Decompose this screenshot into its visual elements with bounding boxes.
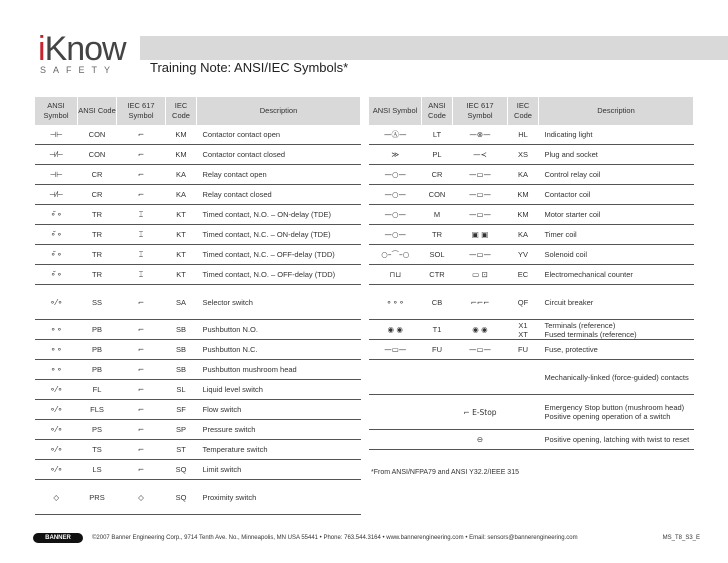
ansi-code-cell: LS: [78, 460, 117, 480]
header-ansi-code: ANSI Code: [422, 97, 453, 125]
header-iec-code: IEC Code: [508, 97, 539, 125]
iec-symbol-cell: ⌶: [117, 265, 166, 285]
description-cell: Timed contact, N.C. – OFF-delay (TDD): [197, 245, 361, 265]
ansi-symbol-cell: ⊣⁄⊢: [35, 185, 78, 205]
ansi-symbol-cell: ⊣⊢: [35, 125, 78, 145]
right-symbol-table: [369, 97, 694, 450]
ansi-code-cell: TS: [78, 440, 117, 460]
description-cell: Plug and socket: [539, 145, 694, 165]
iec-code-cell: [508, 360, 539, 395]
header-description: Description: [539, 97, 694, 125]
table-row: [369, 285, 694, 320]
iec-code-cell: SP: [166, 420, 197, 440]
ansi-code-cell: CON: [422, 185, 453, 205]
header-description: Description: [197, 97, 361, 125]
table-row: [35, 165, 361, 185]
description-cell: Pressure switch: [197, 420, 361, 440]
description-cell: Timed contact, N.O. – OFF-delay (TDD): [197, 265, 361, 285]
table-row: [369, 125, 694, 145]
iec-symbol-cell: ▭ ⊡: [453, 265, 508, 285]
description-cell: Contactor coil: [539, 185, 694, 205]
table-header-row: [35, 97, 361, 125]
iec-symbol-cell: ⌐: [117, 185, 166, 205]
description-cell: Pushbutton N.C.: [197, 340, 361, 360]
ansi-code-cell: PB: [78, 320, 117, 340]
table-row: [35, 205, 361, 225]
ansi-code-cell: [422, 430, 453, 450]
ansi-symbol-cell: [369, 395, 422, 430]
table-row: [35, 460, 361, 480]
logo: [38, 30, 126, 69]
ansi-symbol-cell: ⚬⚬: [35, 360, 78, 380]
iec-code-cell: KT: [166, 265, 197, 285]
ansi-symbol-cell: ⊓⊔: [369, 265, 422, 285]
table-row: [35, 125, 361, 145]
description-cell: Liquid level switch: [197, 380, 361, 400]
title-bar: [140, 36, 728, 60]
iec-symbol-cell: ⌐: [117, 440, 166, 460]
iec-code-cell: SB: [166, 320, 197, 340]
iec-code-cell: KM: [508, 205, 539, 225]
iec-symbol-cell: ⌐: [117, 380, 166, 400]
ansi-code-cell: FU: [422, 340, 453, 360]
ansi-symbol-cell: —▭—: [369, 340, 422, 360]
description-cell: Selector switch: [197, 285, 361, 320]
description-cell: Solenoid coil: [539, 245, 694, 265]
iec-symbol-cell: ⌐: [117, 340, 166, 360]
ansi-code-cell: [422, 360, 453, 395]
description-cell: Circuit breaker: [539, 285, 694, 320]
iec-symbol-cell: ◇: [117, 480, 166, 515]
iec-code-cell: KM: [166, 145, 197, 165]
iec-code-cell: KT: [166, 245, 197, 265]
ansi-symbol-cell: [369, 430, 422, 450]
iec-code-cell: KM: [166, 125, 197, 145]
iec-code-cell: KM: [508, 185, 539, 205]
description-cell: Electromechanical counter: [539, 265, 694, 285]
description-cell: Relay contact open: [197, 165, 361, 185]
table-row: [35, 320, 361, 340]
iec-symbol-cell: —⊗—: [453, 125, 508, 145]
iec-code-cell: KA: [166, 165, 197, 185]
table-row: [369, 395, 694, 430]
table-row: [369, 205, 694, 225]
page-title: Training Note: ANSI/IEC Symbols*: [150, 60, 349, 75]
ansi-symbol-cell: [369, 360, 422, 395]
ansi-symbol-cell: —○—: [369, 185, 422, 205]
description-cell: Timer coil: [539, 225, 694, 245]
ansi-code-cell: PB: [78, 340, 117, 360]
table-row: [369, 265, 694, 285]
description-cell: Emergency Stop button (mushroom head) Positive opening operation of a switch: [539, 395, 694, 430]
iec-symbol-cell: ⌐: [117, 285, 166, 320]
ansi-code-cell: SOL: [422, 245, 453, 265]
description-cell: Contactor contact closed: [197, 145, 361, 165]
ansi-code-cell: M: [422, 205, 453, 225]
iec-code-cell: [508, 395, 539, 430]
table-row: [35, 285, 361, 320]
ansi-code-cell: TR: [78, 245, 117, 265]
ansi-code-cell: CTR: [422, 265, 453, 285]
iec-code-cell: KA: [166, 185, 197, 205]
description-cell: Positive opening, latching with twist to reset: [539, 430, 694, 450]
iec-code-cell: SA: [166, 285, 197, 320]
ansi-code-cell: [422, 395, 453, 430]
description-cell: Motor starter coil: [539, 205, 694, 225]
iec-symbol-cell: —▭—: [453, 185, 508, 205]
table-row: [35, 400, 361, 420]
table-row: [35, 145, 361, 165]
table-row: [35, 185, 361, 205]
banner-logo: BANNER: [33, 533, 83, 543]
ansi-code-cell: T1: [422, 320, 453, 340]
header-iec-symbol: IEC 617 Symbol: [117, 97, 166, 125]
ansi-symbol-cell: ⊣⊢: [35, 165, 78, 185]
iec-symbol-cell: —≺: [453, 145, 508, 165]
iec-symbol-cell: ⌐⌐⌐: [453, 285, 508, 320]
iec-code-cell: SB: [166, 360, 197, 380]
ansi-code-cell: PL: [422, 145, 453, 165]
table-row: [369, 245, 694, 265]
ansi-code-cell: FLS: [78, 400, 117, 420]
ansi-code-cell: TR: [78, 265, 117, 285]
iec-symbol-cell: ⌐: [117, 125, 166, 145]
ansi-symbol-cell: ⚬̆⚬: [35, 265, 78, 285]
ansi-symbol-cell: ⚬⁄⚬: [35, 440, 78, 460]
table-row: [369, 430, 694, 450]
header-ansi-code: ANSI Code: [78, 97, 117, 125]
iec-symbol-cell: —▭—: [453, 205, 508, 225]
header-iec-code: IEC Code: [166, 97, 197, 125]
ansi-symbol-cell: —○—: [369, 205, 422, 225]
description-cell: Terminals (reference) Fused terminals (reference): [539, 320, 694, 340]
table-row: [35, 360, 361, 380]
iec-symbol-cell: —▭—: [453, 340, 508, 360]
ansi-symbol-cell: ⊣⁄⊢: [35, 145, 78, 165]
footnote: *From ANSI/NFPA79 and ANSI Y32.2/IEEE 315: [371, 469, 519, 476]
description-cell: Relay contact closed: [197, 185, 361, 205]
ansi-symbol-cell: ⚬̆⚬: [35, 205, 78, 225]
ansi-code-cell: PRS: [78, 480, 117, 515]
ansi-code-cell: LT: [422, 125, 453, 145]
description-cell: Proximity switch: [197, 480, 361, 515]
description-cell: Contactor contact open: [197, 125, 361, 145]
ansi-code-cell: TR: [422, 225, 453, 245]
description-cell: Timed contact, N.O. – ON-delay (TDE): [197, 205, 361, 225]
iec-code-cell: SB: [166, 340, 197, 360]
header-iec-symbol: IEC 617 Symbol: [453, 97, 508, 125]
ansi-symbol-cell: ⚬⚬⚬: [369, 285, 422, 320]
ansi-symbol-cell: ◉ ◉: [369, 320, 422, 340]
header-ansi-symbol: ANSI Symbol: [369, 97, 422, 125]
table-row: [369, 340, 694, 360]
iec-symbol-cell: ⌐: [117, 420, 166, 440]
iec-symbol-cell: ⌐ E-Stop: [453, 395, 508, 430]
ansi-code-cell: SS: [78, 285, 117, 320]
footer-code: MS_T8_S3_E: [662, 535, 700, 541]
description-cell: Limit switch: [197, 460, 361, 480]
header-ansi-symbol: ANSI Symbol: [35, 97, 78, 125]
table-row: [35, 480, 361, 515]
iec-code-cell: FU: [508, 340, 539, 360]
iec-symbol-cell: ⌐: [117, 165, 166, 185]
ansi-code-cell: CON: [78, 145, 117, 165]
table-row: [35, 225, 361, 245]
ansi-code-cell: CON: [78, 125, 117, 145]
ansi-symbol-cell: ⚬⁄⚬: [35, 285, 78, 320]
ansi-symbol-cell: ⚬⁄⚬: [35, 460, 78, 480]
ansi-code-cell: CR: [78, 185, 117, 205]
ansi-code-cell: PS: [78, 420, 117, 440]
iec-code-cell: KA: [508, 225, 539, 245]
iec-code-cell: SQ: [166, 480, 197, 515]
ansi-symbol-cell: ◇: [35, 480, 78, 515]
ansi-symbol-cell: ≫: [369, 145, 422, 165]
iec-symbol-cell: —▭—: [453, 245, 508, 265]
ansi-symbol-cell: ⚬⚬: [35, 320, 78, 340]
description-cell: Flow switch: [197, 400, 361, 420]
table-row: [35, 440, 361, 460]
iec-code-cell: XS: [508, 145, 539, 165]
table-row: [369, 165, 694, 185]
logo-know: Know: [44, 30, 126, 68]
logo-subtitle: SAFETY: [40, 65, 118, 75]
description-cell: Indicating light: [539, 125, 694, 145]
iec-code-cell: HL: [508, 125, 539, 145]
ansi-symbol-cell: ⚬̆⚬: [35, 245, 78, 265]
iec-symbol-cell: ⌐: [117, 145, 166, 165]
iec-code-cell: KT: [166, 225, 197, 245]
header: [0, 0, 728, 78]
iec-symbol-cell: ⌶: [117, 245, 166, 265]
iec-symbol-cell: [453, 360, 508, 395]
iec-code-cell: QF: [508, 285, 539, 320]
iec-symbol-cell: ⌶: [117, 225, 166, 245]
table-row: [369, 185, 694, 205]
ansi-symbol-cell: ⚬̆⚬: [35, 225, 78, 245]
table-row: [35, 265, 361, 285]
iec-code-cell: X1 XT: [508, 320, 539, 340]
description-cell: Timed contact, N.C. – ON-delay (TDE): [197, 225, 361, 245]
description-cell: Pushbutton mushroom head: [197, 360, 361, 380]
iec-symbol-cell: ◉ ◉: [453, 320, 508, 340]
iec-code-cell: KT: [166, 205, 197, 225]
iec-symbol-cell: ⌐: [117, 460, 166, 480]
description-cell: Pushbutton N.O.: [197, 320, 361, 340]
iec-code-cell: SF: [166, 400, 197, 420]
iec-code-cell: SL: [166, 380, 197, 400]
table-row: [35, 420, 361, 440]
iec-code-cell: KA: [508, 165, 539, 185]
iec-symbol-cell: ⌐: [117, 400, 166, 420]
ansi-code-cell: PB: [78, 360, 117, 380]
iec-code-cell: YV: [508, 245, 539, 265]
iec-symbol-cell: ⌐: [117, 360, 166, 380]
ansi-symbol-cell: ⚬⁄⚬: [35, 400, 78, 420]
ansi-symbol-cell: ⚬⁄⚬: [35, 420, 78, 440]
ansi-code-cell: CR: [422, 165, 453, 185]
ansi-symbol-cell: —○—: [369, 225, 422, 245]
iec-symbol-cell: ⊖: [453, 430, 508, 450]
ansi-code-cell: TR: [78, 205, 117, 225]
iec-symbol-cell: —▭—: [453, 165, 508, 185]
table-row: [369, 225, 694, 245]
ansi-code-cell: TR: [78, 225, 117, 245]
ansi-code-cell: CB: [422, 285, 453, 320]
description-cell: Mechanically-linked (force-guided) contacts: [539, 360, 694, 395]
ansi-code-cell: FL: [78, 380, 117, 400]
iec-code-cell: [508, 430, 539, 450]
table-row: [369, 320, 694, 340]
footer-text: ©2007 Banner Engineering Corp., 9714 Tenth Ave. No., Minneapolis, MN USA 55441 • Phone: 763.544.3164 • www.bannerengineering.com • Email: sensors@bannerengineering.com: [92, 535, 578, 541]
description-cell: Fuse, protective: [539, 340, 694, 360]
iec-symbol-cell: ▣ ▣: [453, 225, 508, 245]
table-header-row: [369, 97, 694, 125]
iec-code-cell: EC: [508, 265, 539, 285]
ansi-symbol-cell: —○—: [369, 165, 422, 185]
table-row: [369, 145, 694, 165]
ansi-code-cell: CR: [78, 165, 117, 185]
left-symbol-table: [35, 97, 361, 515]
description-cell: Temperature switch: [197, 440, 361, 460]
ansi-symbol-cell: ⚬⁄⚬: [35, 380, 78, 400]
table-row: [35, 340, 361, 360]
description-cell: Control relay coil: [539, 165, 694, 185]
ansi-symbol-cell: —Ⓐ—: [369, 125, 422, 145]
logo-i: i: [38, 30, 45, 68]
table-row: [35, 245, 361, 265]
ansi-symbol-cell: ○–⌒–○: [369, 245, 422, 265]
ansi-symbol-cell: ⚬⚬: [35, 340, 78, 360]
table-row: [369, 360, 694, 395]
iec-symbol-cell: ⌶: [117, 205, 166, 225]
table-row: [35, 380, 361, 400]
iec-code-cell: ST: [166, 440, 197, 460]
iec-code-cell: SQ: [166, 460, 197, 480]
iec-symbol-cell: ⌐: [117, 320, 166, 340]
